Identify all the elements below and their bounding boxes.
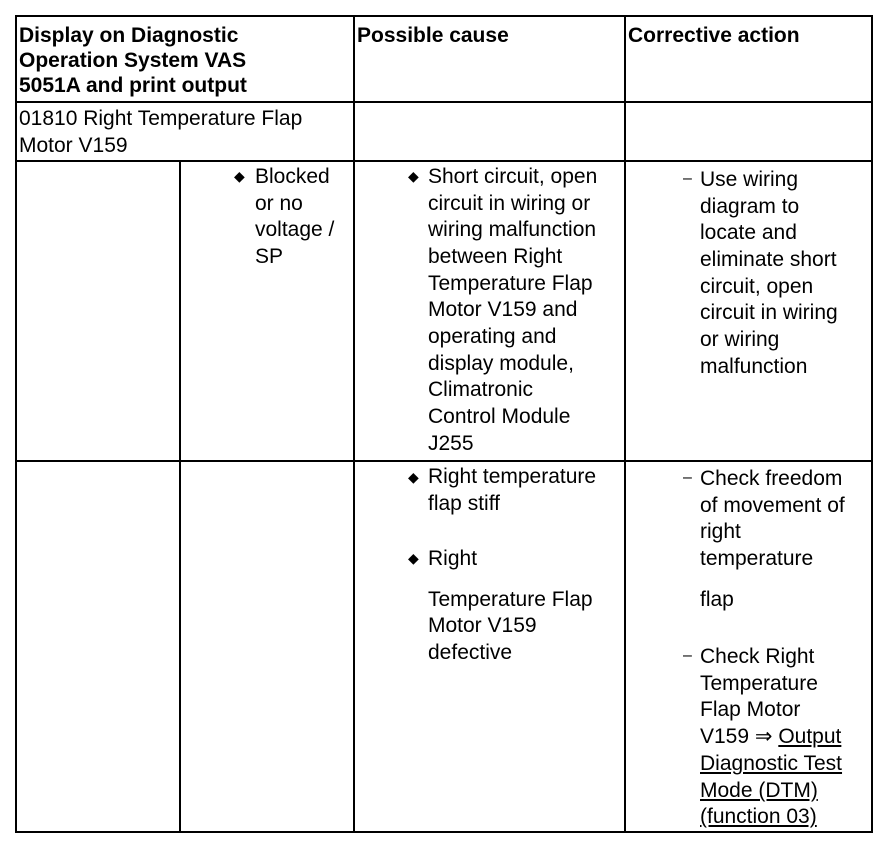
table-border-left [15,15,17,833]
action-text-line: locate and [700,221,797,244]
table-border-bottom [15,831,873,833]
action-text-line: Check Right [700,645,815,668]
action-text-line: malfunction [700,355,808,378]
action-text-line: of movement of [700,494,845,517]
col-divider-2 [624,15,626,833]
action-dash: – [683,647,692,664]
cause-text-line: between Right [428,245,563,268]
action-text-line: temperature [700,547,814,570]
subcol-divider [179,160,181,833]
display-bullet: ◆ [234,168,245,184]
cause-text-line: Right [428,547,478,570]
header-display-line-1: Display on Diagnostic [19,24,239,47]
table-border-right [871,15,873,833]
cause-text-line: Climatronic [428,378,534,401]
cause-text-line: Control Module [428,405,571,428]
action-text-line: eliminate short [700,248,837,271]
cause-text-line: Temperature Flap [428,588,593,611]
fault-code-line-1: 01810 Right Temperature Flap [19,107,303,130]
action-text-line: Use wiring [700,168,799,191]
action-text-line: right [700,520,741,543]
cause-text-line: J255 [428,432,474,455]
dtm-reference-line [700,724,841,751]
action-text-line: flap [700,588,734,611]
dtm-link-line[interactable]: Diagnostic Test [700,752,843,775]
code-row-divider [15,160,873,162]
dtm-link-line[interactable]: Mode (DTM) [700,779,818,802]
header-corrective-action: Corrective action [628,24,800,47]
cause-text-line: circuit in wiring or [428,192,591,215]
cause-text-line: flap stiff [428,492,500,515]
action-text-line: circuit, open [700,275,814,298]
col-divider-1 [353,15,355,833]
header-display-line-3: 5051A and print output [19,74,247,97]
action-text-line: diagram to [700,195,800,218]
table-border-top [15,15,873,17]
cause-bullet: ◆ [408,469,419,485]
cause-text-line: wiring malfunction [428,218,597,241]
action-text-line: Flap Motor [700,698,801,721]
header-possible-cause: Possible cause [357,24,509,47]
dtm-link-output[interactable]: Output [778,725,842,748]
action-text-line: or wiring [700,328,780,351]
dtm-prefix: V159 ⇒ [700,725,779,748]
cause-text-line: display module, [428,352,574,375]
header-display-line-2: Operation System VAS [19,49,247,72]
display-text-line: voltage / [255,218,335,241]
action-text-line: Check freedom [700,467,843,490]
action-dash: – [683,469,692,486]
fault-code-line-2: Motor V159 [19,134,128,157]
cause-text-line: Motor V159 and [428,298,578,321]
cause-text-line: defective [428,641,513,664]
row1-divider [15,460,873,462]
action-text-line: Temperature [700,672,818,695]
action-text-line: circuit in wiring [700,301,838,324]
diagnostic-table [15,15,873,833]
dtm-link-line[interactable]: (function 03) [700,805,817,828]
header-divider [15,101,873,103]
display-text-line: SP [255,245,284,268]
cause-text-line: Temperature Flap [428,272,593,295]
cause-text-line: Motor V159 [428,614,537,637]
cause-text-line: Short circuit, open [428,165,598,188]
action-dash: – [683,170,692,187]
cause-text-line: operating and [428,325,557,348]
cause-text-line: Right temperature [428,465,597,488]
display-text-line: or no [255,192,303,215]
display-text-line: Blocked [255,165,330,188]
cause-bullet: ◆ [408,168,419,184]
cause-bullet: ◆ [408,550,419,566]
